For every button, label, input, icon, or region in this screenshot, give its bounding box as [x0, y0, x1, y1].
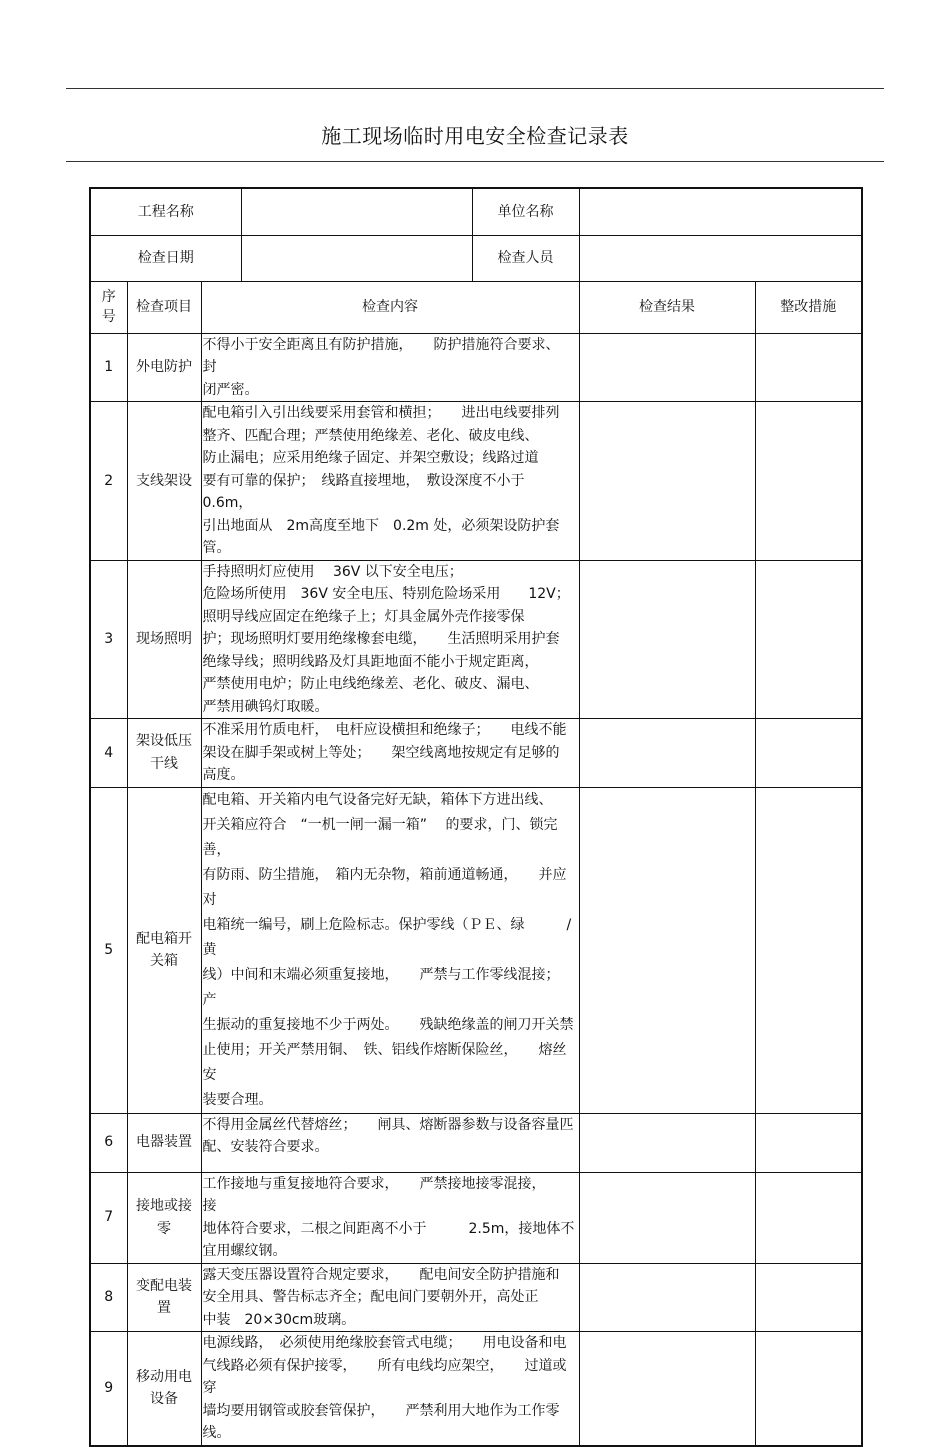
row-rectify-cell[interactable]	[755, 1113, 862, 1172]
row-result-cell[interactable]	[579, 1172, 755, 1263]
row-item: 配电箱开关箱	[127, 787, 201, 1113]
check-date-label: 检查日期	[90, 235, 241, 281]
col-header-result: 检查结果	[579, 281, 755, 333]
inspector-label: 检查人员	[472, 235, 579, 281]
row-no: 8	[90, 1263, 127, 1332]
project-name-label: 工程名称	[90, 188, 241, 235]
row-content: 露天变压器设置符合规定要求， 配电间安全防护措施和 安全用具、警告标志齐全；配电间门要朝外开，高处正 中装 20×30cm玻璃。	[201, 1263, 579, 1332]
row-rectify-cell[interactable]	[755, 1263, 862, 1332]
table-row	[90, 719, 862, 788]
row-no: 4	[90, 719, 127, 788]
row-item: 现场照明	[127, 560, 201, 719]
col-header-item: 检查项目	[127, 281, 201, 333]
table-row	[90, 1263, 862, 1332]
check-date-field[interactable]	[241, 235, 472, 281]
row-result-cell[interactable]	[579, 719, 755, 788]
table-row	[90, 402, 862, 561]
row-content: 不准采用竹质电杆， 电杆应设横担和绝缘子； 电线不能 架设在脚手架或树上等处； 架空线离地按规定有足够的 高度。	[201, 719, 579, 788]
project-name-field[interactable]	[241, 188, 472, 235]
row-item: 变配电装置	[127, 1263, 201, 1332]
row-no: 2	[90, 402, 127, 561]
page-title: 施工现场临时用电安全检查记录表	[321, 124, 629, 148]
row-result-cell[interactable]	[579, 1263, 755, 1332]
row-content: 工作接地与重复接地符合要求， 严禁接地接零混接， 接 地体符合要求，二根之间距离不小于 2.5m，接地体不 宜用螺纹钢。	[201, 1172, 579, 1263]
row-item: 外电防护	[127, 333, 201, 402]
unit-name-field[interactable]	[579, 188, 862, 235]
row-result-cell[interactable]	[579, 1113, 755, 1172]
row-item: 移动用电 设备	[127, 1332, 201, 1446]
col-header-seq-top: 序	[101, 289, 116, 305]
row-content: 配电箱、开关箱内电气设备完好无缺，箱体下方进出线、 开关箱应符合 “一机一闸一漏一箱” 的要求，门、锁完善， 有防雨、防尘措施， 箱内无杂物，箱前通道畅通， 并应对 电箱统一编号，刷上危险标志。保护零线（ＰＥ、绿 / 黄 线）中间和末端必须重复接地， 严禁与工作零线混接； 产 生振动的重复接地不少于两处。 残缺绝缘盖的闸刀开关禁 止使用；开关严禁用铜、 铁、铝线作熔断保险丝， 熔丝安 装要合理。	[201, 787, 579, 1113]
top-rule	[66, 88, 884, 89]
row-content: 不得小于安全距离且有防护措施， 防护措施符合要求、 封 闭严密。	[201, 333, 579, 402]
table-row	[90, 787, 862, 1113]
row-no: 5	[90, 787, 127, 1113]
row-result-cell[interactable]	[579, 1332, 755, 1446]
row-result-cell[interactable]	[579, 787, 755, 1113]
row-content: 不得用金属丝代替熔丝； 闸具、熔断器参数与设备容量匹 配、安装符合要求。	[201, 1113, 579, 1172]
table-row	[90, 560, 862, 719]
row-no: 3	[90, 560, 127, 719]
col-header-content: 检查内容	[201, 281, 579, 333]
column-header-row	[90, 281, 862, 333]
unit-name-label: 单位名称	[472, 188, 579, 235]
row-item: 电器装置	[127, 1113, 201, 1172]
row-item: 接地或接零	[127, 1172, 201, 1263]
row-rectify-cell[interactable]	[755, 787, 862, 1113]
row-no: 6	[90, 1113, 127, 1172]
row-rectify-cell[interactable]	[755, 719, 862, 788]
row-no: 7	[90, 1172, 127, 1263]
row-content: 手持照明灯应使用 36V 以下安全电压； 危险场所使用 36V 安全电压、特别危险场采用 12V； 照明导线应固定在绝缘子上；灯具金属外壳作接零保 护；现场照明灯要用绝缘橡套电缆， 生活照明采用护套 绝缘导线；照明线路及灯具距地面不能小于规定距离， 严禁使用电炉；防止电线绝缘差、老化、破皮、漏电、 严禁用碘钨灯取暖。	[201, 560, 579, 719]
title-underline-rule	[66, 161, 884, 162]
table-row	[90, 1172, 862, 1263]
row-rectify-cell[interactable]	[755, 333, 862, 402]
col-header-seq	[90, 281, 127, 333]
col-header-seq-bottom: 号	[101, 309, 116, 325]
table-row	[90, 1332, 862, 1446]
row-rectify-cell[interactable]	[755, 560, 862, 719]
row-rectify-cell[interactable]	[755, 1332, 862, 1446]
inspector-field[interactable]	[579, 235, 862, 281]
row-content: 电源线路， 必须使用绝缘胶套管式电缆； 用电设备和电 气线路必须有保护接零， 所有电线均应架空， 过道或穿 墙均要用钢管或胶套管保护， 严禁利用大地作为工作零 线。	[201, 1332, 579, 1446]
col-header-rectify: 整改措施	[755, 281, 862, 333]
row-item: 支线架设	[127, 402, 201, 561]
inspection-record-table	[89, 187, 863, 1447]
row-content: 配电箱引入引出线要采用套管和横担； 进出电线要排列 整齐、匹配合理；严禁使用绝缘差、老化、破皮电线、 防止漏电；应采用绝缘子固定、并架空敷设；线路过道 要有可靠的保护； 线路直接埋地， 敷设深度不小于 0.6m， 引出地面从 2m高度至地下 0.2m 处，必须架设防护套管。	[201, 402, 579, 561]
row-rectify-cell[interactable]	[755, 402, 862, 561]
row-result-cell[interactable]	[579, 333, 755, 402]
row-item: 架设低压 干线	[127, 719, 201, 788]
table-row	[90, 333, 862, 402]
table-row	[90, 1113, 862, 1172]
row-rectify-cell[interactable]	[755, 1172, 862, 1263]
row-result-cell[interactable]	[579, 560, 755, 719]
row-no: 9	[90, 1332, 127, 1446]
row-result-cell[interactable]	[579, 402, 755, 561]
row-no: 1	[90, 333, 127, 402]
